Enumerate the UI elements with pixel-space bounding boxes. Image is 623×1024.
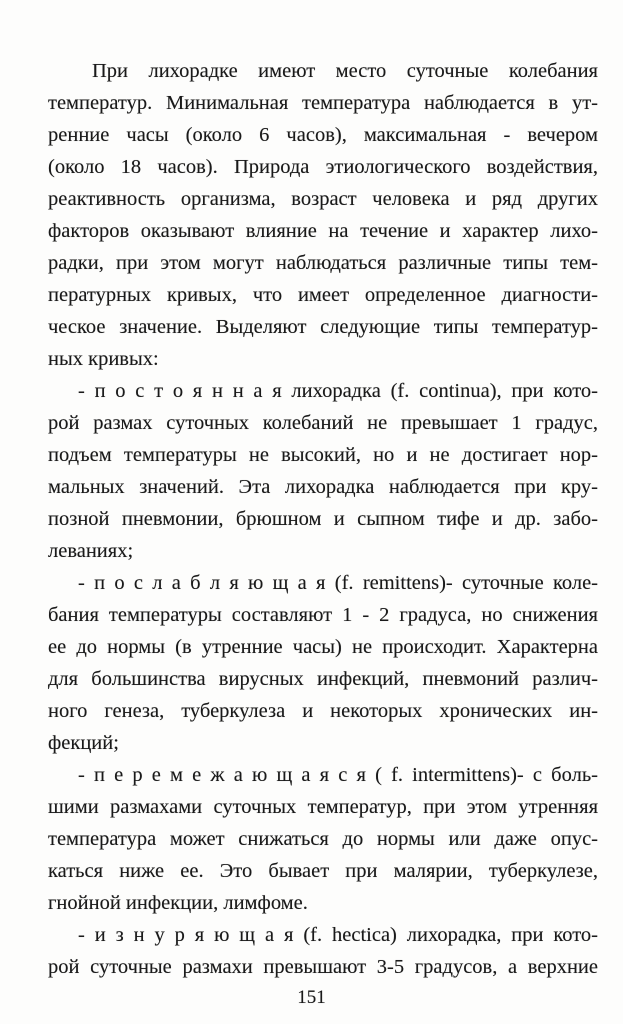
text-line: пературных кривых, что имеет определенное диагности- <box>48 284 598 306</box>
paragraph <box>48 919 598 983</box>
text-line: леваниях; <box>48 540 134 562</box>
text-line: фекций; <box>48 732 119 754</box>
text-line: бания температуры составляют 1 - 2 градуса, но снижения <box>48 604 598 626</box>
text-line: каться ниже ее. Это бывает при малярии, туберкулезе, <box>48 860 598 882</box>
text-line: ренние часы (около 6 часов), максимальная - вечером <box>48 124 598 146</box>
text-line: - и з н у р я ю щ а я (f. hectica) лихорадка, при кото- <box>78 924 598 946</box>
text-line: для большинства вирусных инфекций, пневмоний различ- <box>48 668 598 690</box>
text-line: реактивность организма, возраст человека и ряд других <box>48 188 598 210</box>
text-line: температура может снижаться до нормы или даже опус- <box>48 828 598 850</box>
paragraph <box>48 55 598 375</box>
text-line: позной пневмонии, брюшном и сыпном тифе и др. забо- <box>48 508 598 530</box>
text-line: мальных значений. Эта лихорадка наблюдается при кру- <box>48 476 598 498</box>
text-line: шими размахами суточных температур, при этом утренняя <box>48 796 598 818</box>
text-line: - п е р е м е ж а ю щ а я с я ( f. intermittens)- с боль- <box>78 764 598 786</box>
text-line: гнойной инфекции, лимфоме. <box>48 892 308 914</box>
text-line: подъем температуры не высокий, но и не достигает нор- <box>48 444 598 466</box>
text-line: рой суточные размахи превышают 3-5 градусов, а верхние <box>48 956 598 978</box>
text-line: (около 18 часов). Природа этиологического воздействия, <box>48 156 598 178</box>
text-line: температур. Минимальная температура наблюдается в ут- <box>48 92 598 114</box>
text-line: ного генеза, туберкулеза и некоторых хронических ин- <box>48 700 598 722</box>
text-line: радки, при этом могут наблюдаться различные типы тем- <box>48 252 598 274</box>
paragraph <box>48 759 598 919</box>
page-number: 151 <box>297 987 326 1008</box>
text-line: ческое значение. Выделяют следующие типы температур- <box>48 316 598 338</box>
paragraph <box>48 567 598 759</box>
text-line: ее до нормы (в утренние часы) не происходит. Характерна <box>48 636 598 658</box>
text-line: - п о с т о я н н а я лихорадка (f. continua), при кото- <box>78 380 598 402</box>
paragraph <box>48 375 598 567</box>
text-line: рой размах суточных колебаний не превышает 1 градус, <box>48 412 598 434</box>
text-line: ных кривых: <box>48 348 159 370</box>
page-text <box>48 55 598 983</box>
text-line: При лихорадке имеют место суточные колебания <box>92 60 598 82</box>
text-line: - п о с л а б л я ю щ а я (f. remittens)- суточные коле- <box>78 572 598 594</box>
text-line: факторов оказывают влияние на течение и характер лихо- <box>48 220 598 242</box>
